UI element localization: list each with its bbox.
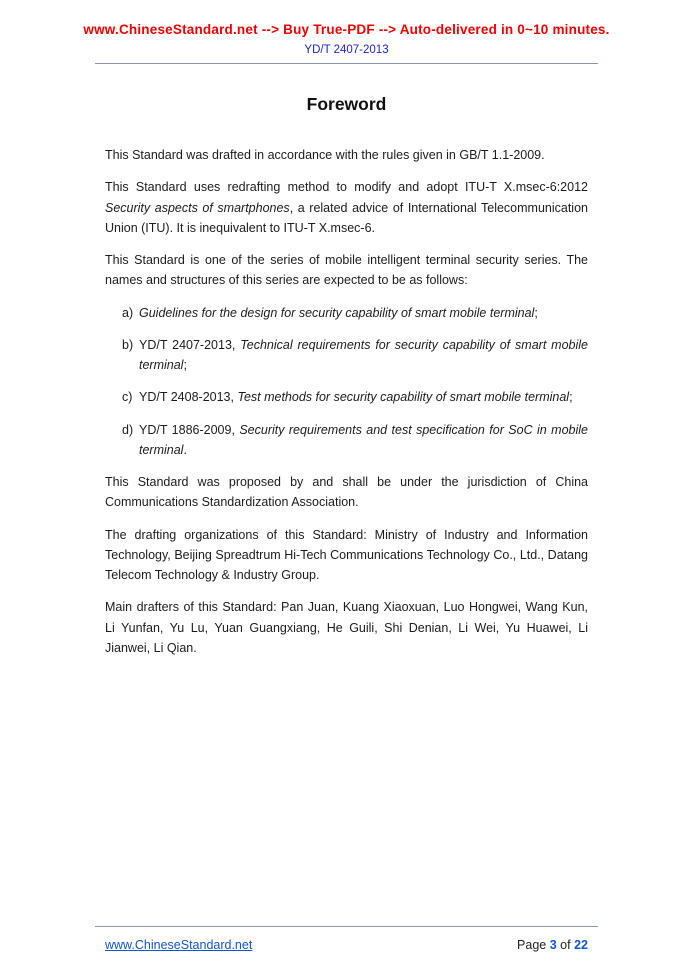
italic-text-run: Guidelines for the design for security capability of smart mobile terminal (139, 305, 535, 320)
list-item (122, 303, 588, 323)
text-run: ; (183, 358, 187, 372)
paragraph (105, 250, 588, 291)
header-divider (95, 63, 598, 64)
paragraph (105, 597, 588, 658)
paragraph (105, 145, 588, 165)
italic-text-run: Security requirements and test specification for SoC in mobile terminal (139, 422, 588, 457)
page-label: Page (517, 938, 547, 952)
page-current: 3 (549, 938, 557, 952)
text-run: , a related advice of International Telecommunication Union (ITU). It is inequivalent to ITU-T X.msec-6. (105, 200, 588, 235)
list-marker: d) (122, 422, 134, 437)
text-run: Main drafters of this Standard: Pan Juan, Kuang Xiaoxuan, Luo Hongwei, Wang Kun, Li Yunfan, Yu Lu, Yuan Guangxiang, He Guili, Shi Denian, Li Wei, Yu Huawei, Li Jianwei, Li Qian. (105, 600, 588, 655)
text-run: This Standard uses redrafting method to modify and adopt ITU-T X.msec-6:2012 (105, 180, 588, 195)
paragraph (105, 177, 588, 238)
text-run: This Standard was proposed by and shall be under the jurisdiction of China Communications Standardization Association. (105, 475, 588, 510)
page-header (0, 0, 693, 64)
list-marker: c) (122, 390, 133, 405)
list-item (122, 335, 588, 376)
italic-text-run: Technical requirements for security capability of smart mobile terminal (139, 337, 588, 372)
text-run: ; (569, 390, 573, 405)
text-run: . (183, 442, 187, 457)
footer-website-link[interactable]: www.ChineseStandard.net (105, 938, 253, 952)
document-body (0, 145, 693, 658)
paragraph (105, 525, 588, 586)
page-total: 22 (574, 938, 588, 952)
list-item-text (139, 303, 588, 323)
italic-text-run: Test methods for security capability of smart mobile terminal (237, 390, 570, 405)
text-run: YD/T 2408-2013, (139, 390, 238, 405)
italic-text-run: Security aspects of smartphones (105, 200, 290, 215)
page-footer (95, 926, 598, 952)
list-item (122, 387, 588, 407)
text-run: This Standard was drafted in accordance with the rules given in GB/T 1.1-2009. (105, 148, 545, 162)
list-marker: a) (122, 305, 134, 320)
list-item-text (139, 387, 588, 407)
standard-number: YD/T 2407-2013 (304, 44, 389, 56)
promo-banner: www.ChineseStandard.net --> Buy True-PDF --> Auto-delivered in 0~10 minutes. (83, 22, 610, 37)
text-run: YD/T 1886-2009, (139, 422, 240, 437)
list-item-text (139, 335, 588, 376)
page-indicator (517, 938, 588, 952)
text-run: YD/T 2407-2013, (139, 337, 241, 352)
list-item (122, 420, 588, 461)
page-title: Foreword (306, 94, 387, 114)
page-of-label: of (560, 938, 571, 952)
text-run: The drafting organizations of this Standard: Ministry of Industry and Information Technology, Beijing Spreadtrum Hi-Tech Communications Technology Co., Ltd., Datang Telecom Technology & Industry Group. (105, 527, 588, 582)
text-run: ; (534, 305, 538, 320)
text-run: This Standard is one of the series of mobile intelligent terminal security series. The names and structures of this series are expected to be as follows: (105, 253, 588, 288)
list-item-text (139, 420, 588, 461)
paragraph (105, 472, 588, 513)
list-marker: b) (122, 337, 134, 352)
